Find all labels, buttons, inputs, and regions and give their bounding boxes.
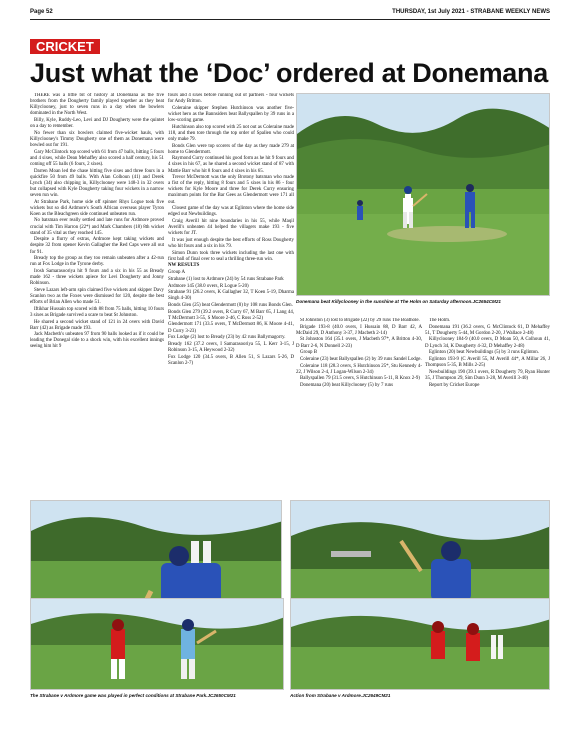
- paragraph: At Strabane Park, home side off spinner Rhys Logue took five wickets but so did Ardmore's South African overseas player Tyron Koen as the Bleachgreen side continued unbeaten run.: [30, 199, 164, 217]
- paragraph: Bonds Glen were top scorers of the day as they made 279 at home to Glendermott.: [168, 143, 294, 155]
- page-number: Page 52: [30, 9, 53, 15]
- paragraph: Strabane (1) lost to Ardmore (24) by 54 runs Strabane Park: [168, 276, 284, 282]
- article-column-2: [168, 93, 294, 496]
- paragraph: It was just enough despite the best efforts of Ross Dougherty who hit fours and a six in his 79.: [168, 237, 294, 249]
- page-header: [30, 8, 550, 18]
- photo-strabane-action: [290, 598, 550, 690]
- paragraph: Despite a flurry of extras, Ardmore kept taking wickets and despite 32 from opener Kevin Gallagher the Red Caps were all out for 91.: [30, 237, 164, 255]
- paragraph: Simon Dunn took three wickets including the last one with first ball of final over to seal a thrilling three-run win.: [168, 250, 294, 262]
- caption-photo-1: Donemana beat Killyclooney in the sunshine at The Holm on Saturday afternoon.JC2654CM21: [296, 299, 501, 304]
- paragraph: Coleraine skipper Stephen Hutchinson was another five-wicket hero as the Bannsiders beat Ballyspallen by 39 runs in a low-scoring game.: [168, 105, 294, 123]
- paragraph: Group B: [300, 350, 317, 356]
- caption-photo-4: The Strabane v Ardmore game was played in perfect conditions at Strabane Park.JC2650CM21: [30, 693, 236, 698]
- paragraph: No batsman ever really settled and late runs for Ardmore proved crucial with Tim Harron (22*) and Mark Chambers (18) 8th wicket stand of 35 vital as they reached 145.: [30, 218, 164, 236]
- header-rule: [30, 19, 550, 20]
- paragraph: Bonds Glen (25) beat Glendermott (0) by 108 runs Bonds Glen.: [168, 303, 293, 308]
- paragraph: St Johnston 164 (35.1 overs, J Macbeth 97*, A Britton 4-30, D Barr 2-6, N Donnell 2-23): [296, 337, 422, 349]
- paragraph: Darren Moan led the chase hitting five sixes and three fours in a quickfire 50 from 49 balls. With Alan Colhoun (41) and Derek Lynch (34) also chipping in, Killyclooney were 148-3 in 32 overs but collapsed with Kyle Dougherty taking four wickets in a narrow seven run win.: [30, 168, 164, 198]
- photo-strabane-ardmore: [30, 598, 284, 690]
- paragraph: Hutchinson also top scored with 25 not out as Coleraine made 118, and then tore through the top order of Spallen who could only make 79.: [168, 124, 294, 142]
- paragraph: Trevor McDermott was the only Brotony batsman who made a fist of the reply, hitting 8 fours and 5 sixes in his 86 - four wickets for Kyle Moore and three for Derek Curry ensuring maximum points for the Bar Gees as Glendermott were 171 all out.: [168, 175, 294, 205]
- paragraph: Bready 162 (37.2 overs, I Samarasooriya 55, L Kerr 3-15, J Robinson 3-15, A Heywood 2-32): [168, 341, 294, 354]
- paragraph: No fewer than six bowlers claimed five-wicket hauls, with Killyclooney's Timmy Dougherty one of them as Donemana were bowled out for 191.: [30, 130, 164, 148]
- paragraph: Bonds Glen 279 (39.2 overs, R Curry 67, M Barr 65, J Lang 44, T McDermott 3-55, S Moore 2-46, C Ross 2-52): [168, 309, 294, 321]
- dateline: THURSDAY, 1st July 2021 - STRABANE WEEKLY NEWS: [392, 9, 550, 15]
- paragraph: Coleraine 118 (28.3 overs, S Hutchinson 25*, Stu Kennedy 4-22, J Wilson 2-4, J Logan-Wilson 2-34): [296, 363, 422, 375]
- article-column-4: [425, 318, 550, 440]
- paragraph: NW RESULTS: [168, 263, 200, 269]
- paragraph: Billy, Kyle, Ruddy-Leo, Levi and DJ Dougherty were the quintet on a day to remember.: [30, 117, 164, 130]
- paragraph: Donemana (20) beat Killyclooney (5) by 7 runs: [300, 383, 394, 389]
- paragraph: Craig Averill hit nine boundaries in his 55, while Maqil Averill's unbeaten 44 helped the villagers make 193 - five wickets for JT.: [168, 219, 294, 237]
- paragraph: Eglinton (20) beat Newbuildings (5) by 3 runs Eglinton.: [429, 350, 539, 356]
- paragraph: Iftikhar Hussain top scored with 88 from 75 balls, hitting 10 fours 3 sixes as Brigade survived a scare to beat St Johnston.: [30, 306, 164, 318]
- paragraph: THERE was a little bit of history at Donemana as the five brothers from the Dougherty family played together as they beat Killyclooney, just to seven runs in a day when the bowlers dominated in the North West.: [30, 93, 164, 117]
- paragraph: Steve Lazars left-arm spin claimed five wickets and skipper Davy Scanlon two as the Foxes were dismissed for 120, despite the best efforts of Brian Allen who made 51.: [30, 287, 164, 306]
- caption-photo-5: Action from Strabane v Ardmore.JC2649CM21: [290, 693, 391, 698]
- paragraph: He shared a second wicket stand of 121 in 24 overs with David Barr (42) as Brigade made 193.: [30, 319, 164, 331]
- article-column-3: [296, 318, 422, 440]
- paragraph: Donemana 191 (36.2 overs, G McClintock 61, D Mehaffey 51, T Dougherty 5-44, M Gordon 2-20, J Wallace 2-48): [425, 324, 550, 336]
- paragraph: Brigade 193-8 (40.0 overs, I Hussain 88, D Barr 42, A McDaid 29, D Anthony 3-37, J Macbeth 2-14): [296, 324, 422, 336]
- paragraph: Report by Cricket Europe: [429, 382, 480, 388]
- paragraph: Ballyspallen 79 (31.5 overs, S Hutchinson 5-11, R Knox 2-9): [300, 376, 420, 382]
- paragraph: Fox Lodge (2) lost to Bready (23) by 42 runs Ballymagorry.: [168, 335, 286, 341]
- headline: Just what the ‘Doc’ ordered at Donemana: [30, 58, 548, 88]
- paragraph: Strabane 91 (26.2 overs, K Gallagher 32, T Koen 5-19, Dharma Singh 4-30): [168, 290, 294, 302]
- paragraph: Eglinton 193-9 (C Averill 55, M Averill 44*, A Millar 26, J Thompson 5-35, B Mills 2-25): [425, 356, 550, 369]
- section-label: CRICKET: [30, 39, 100, 54]
- paragraph: Newbuildings 190 (39.1 overs, R Dougherty 79, Ryan Hunter 35, J Thompson 29, Sim Dunn 3-28, M Averill 3-40): [425, 369, 550, 381]
- paragraph: St Johnston (3) lost to Brigade (22) by 29 runs The Boathole.: [300, 318, 420, 323]
- paragraph: Fox Lodge 120 (34.5 overs, B Allen 51, S Lazars 5-26, D Scanlon 2-7): [168, 354, 294, 366]
- paragraph: fours and 4 sixes before running out of partners - four wickets for Andy Britton.: [168, 93, 294, 105]
- paragraph: Jack Macbeth's unbeaten 97 from 90 balls looked as if it could be leading the Donegal side to a shock win, with his excellent innings seeing him hit 9: [30, 332, 164, 350]
- paragraph: Ardmore 145 (38.0 overs, R Logue 5-20): [168, 283, 249, 289]
- paragraph: Glendermott 171 (33.5 overs, T McDermott 86, K Moore 4-41, D Curry 3-23): [168, 322, 294, 334]
- paragraph: Irosh Samarasooriya hit 9 fours and a six in his 55 as Bready made 162 - three wickets apiece for Levi Dougherty and Jonny Robinson.: [30, 268, 164, 287]
- paragraph: Coleraine (23) beat Ballyspallen (2) by 39 runs Sandel Lodge.: [300, 356, 422, 362]
- paragraph: Raymond Curry continued his good form as he hit 9 fours and 4 sixes in his 67, as he shared a second wicket stand of 87 with Mattie Barr who hit 8 fours and 4 sixes in his 65.: [168, 156, 294, 174]
- photo-donemana-wide: [296, 93, 550, 296]
- paragraph: Group A: [168, 270, 185, 276]
- article-column-1: [30, 93, 164, 496]
- paragraph: The Holm.: [429, 318, 451, 323]
- paragraph: Killyclooney 184-9 (40.0 overs, D Moan 50, A Colhoun 41, D Lynch 34, K Dougherty 4-32, D Mehaffey 2-48): [425, 337, 550, 349]
- paragraph: Bready top the group as they too remain unbeaten after a 42-run run at Fox Lodge in the Tyrone derby.: [30, 256, 164, 268]
- paragraph: Gary McClintock top scored with 61 from 47 balls, hitting 5 fours and 4 sixes, while Dean Mehaffey also scored a half century, his 51 coming off 55 balls (6 fours, 2 sixes).: [30, 149, 164, 167]
- paragraph: Closest game of the day was at Eglinton where the home side edged out Newbuildings.: [168, 206, 294, 218]
